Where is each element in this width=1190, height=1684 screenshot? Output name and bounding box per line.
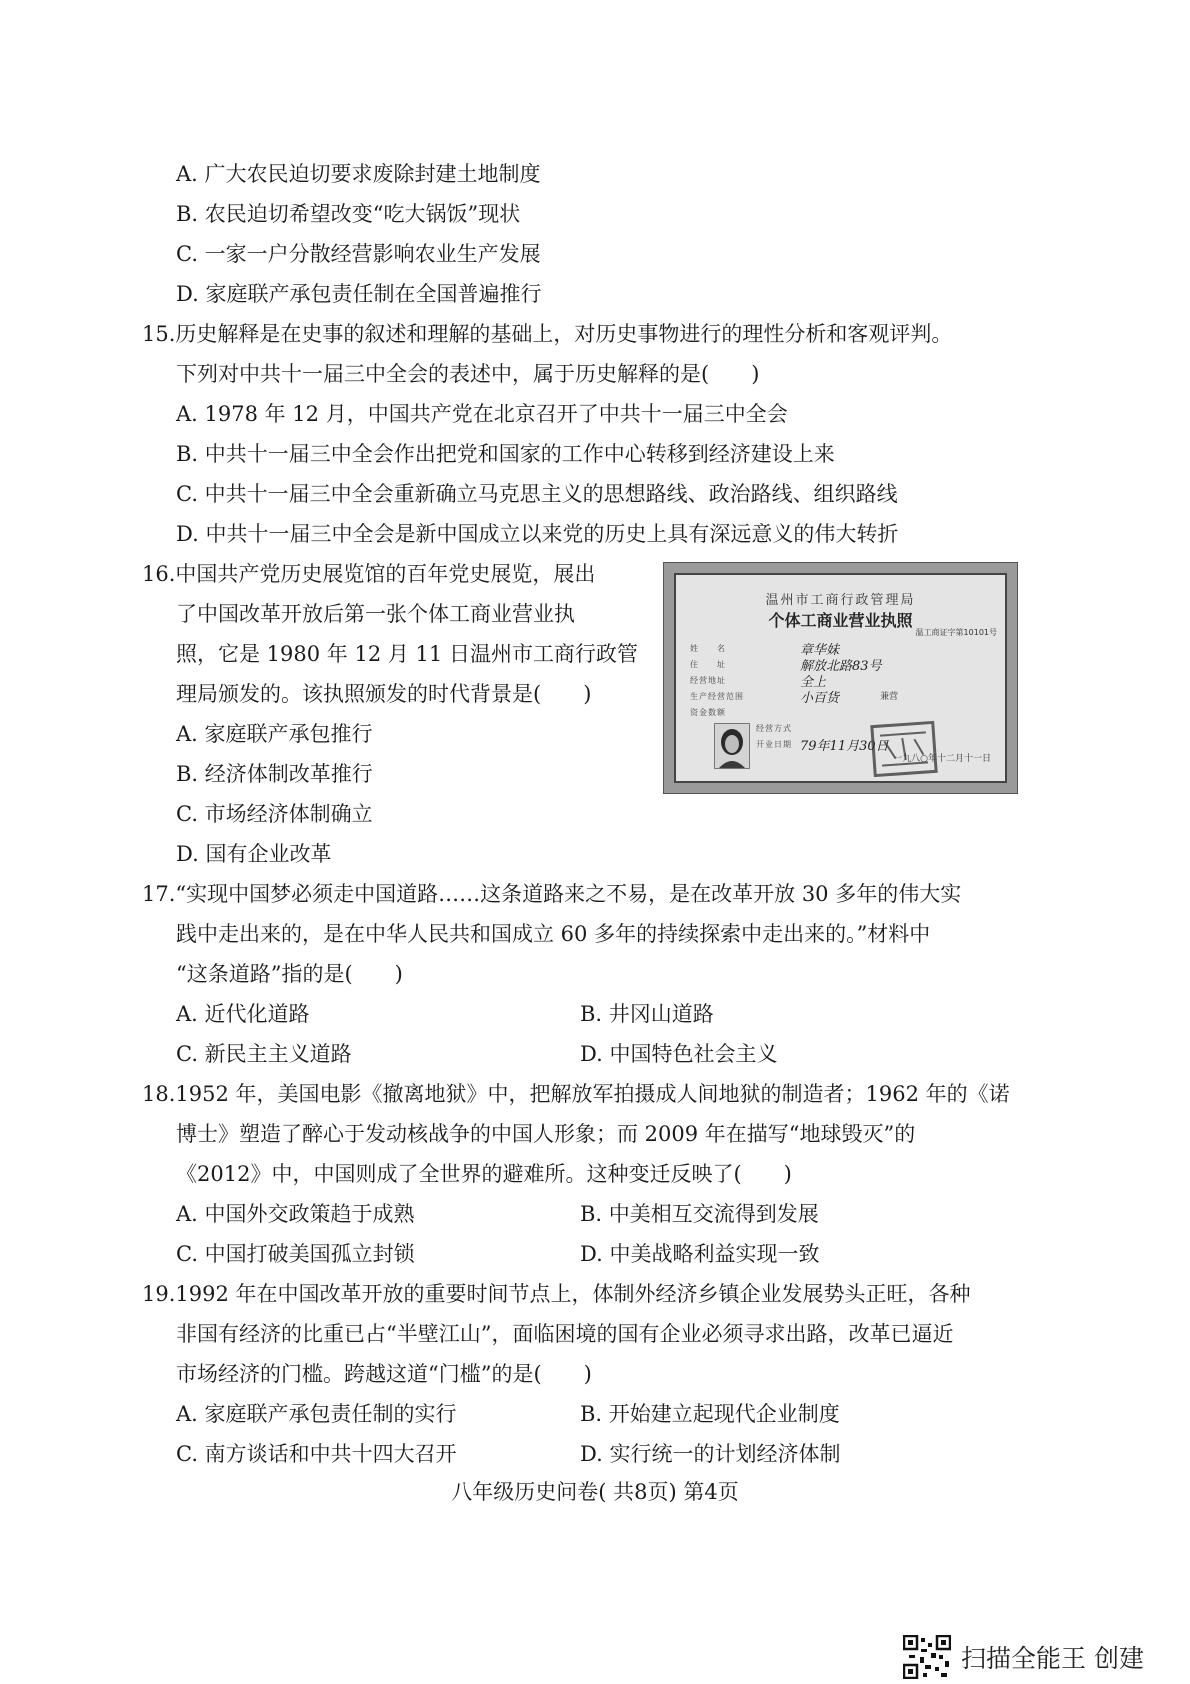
q19-stem-line3: 市场经济的门槛。跨越这道“门槛”的是( )	[176, 1362, 592, 1386]
q17-option-c: C. 新民主主义道路	[176, 1042, 352, 1066]
q19-stem-line2: 非国有经济的比重已占“半壁江山”，面临困境的国有企业必须寻求出路，改革已逼近	[176, 1322, 954, 1346]
q16-stem-line2: 了中国改革开放后第一张个体工商业营业执	[176, 602, 575, 626]
license-row-label: 经营方式	[756, 724, 792, 733]
license-row-label: 资金数额	[690, 708, 726, 717]
q15-stem-line2: 下列对中共十一届三中全会的表述中，属于历史解释的是( )	[176, 362, 760, 386]
q18-stem-line3: 《2012》中，中国则成了全世界的避难所。这种变迁反映了( )	[176, 1162, 792, 1186]
q17-option-b: B. 井冈山道路	[580, 1002, 714, 1026]
license-issue-date: 一九八○年十二月十一日	[893, 754, 991, 764]
license-row-value: 79年11月30日	[800, 739, 889, 754]
q14-option-a: A. 广大农民迫切要求废除封建土地制度	[176, 162, 541, 186]
q16-option-a: A. 家庭联产承包推行	[176, 722, 373, 746]
license-document	[674, 573, 1007, 783]
license-row	[690, 641, 990, 658]
license-row-label: 住 址	[690, 660, 726, 669]
q17-number: 17.	[142, 882, 176, 906]
q19-option-d: D. 实行统一的计划经济体制	[580, 1442, 841, 1466]
q14-option-c: C. 一家一户分散经营影响农业生产发展	[176, 242, 541, 266]
license-portrait-photo	[714, 723, 750, 769]
q19-option-a: A. 家庭联产承包责任制的实行	[176, 1402, 457, 1426]
license-row	[690, 689, 990, 706]
q18-option-c: C. 中国打破美国孤立封锁	[176, 1242, 415, 1266]
q17-stem-line1	[142, 880, 961, 908]
license-row	[690, 705, 990, 719]
q14-option-b: B. 农民迫切希望改变“吃大锅饭”现状	[176, 202, 521, 226]
license-row-value: 小百货	[800, 691, 840, 706]
scanner-watermark	[903, 1635, 1144, 1679]
license-row-value: 全上	[800, 675, 827, 690]
license-title: 个体工商业营业执照	[768, 611, 913, 630]
business-license-photo	[663, 562, 1018, 794]
q18-stem-line1	[142, 1080, 1010, 1108]
license-row-label: 经营地址	[690, 676, 726, 685]
license-row-label: 开业日期	[756, 740, 792, 749]
q19-option-b: B. 开始建立起现代企业制度	[580, 1402, 840, 1426]
q18-option-d: D. 中美战略利益实现一致	[580, 1242, 820, 1266]
q16-number: 16.	[142, 562, 176, 586]
q16-stem-line3: 照，它是 1980 年 12 月 11 日温州市工商行政管	[176, 642, 638, 666]
license-row-value: 章华妹	[800, 643, 840, 658]
qr-code-icon	[903, 1635, 951, 1679]
q15-stem-line1	[142, 320, 952, 348]
q16-stem-line1	[142, 560, 595, 588]
q16-option-c: C. 市场经济体制确立	[176, 802, 373, 826]
q18-stem-text1: 1952 年，美国电影《撤离地狱》中，把解放军拍摄成人间地狱的制造者；1962 年的《诺	[175, 1082, 1010, 1106]
q18-option-a: A. 中国外交政策趋于成熟	[176, 1202, 415, 1226]
q15-stem-text1: 历史解释是在史事的叙述和理解的基础上，对历史事物进行的理性分析和客观评判。	[175, 322, 953, 346]
q18-stem-line2: 博士》塑造了醉心于发动核战争的中国人形象；而 2009 年在描写“地球毁灭”的	[176, 1122, 916, 1146]
license-issuer: 温州市工商行政管理局	[765, 593, 916, 608]
q15-option-c: C. 中共十一届三中全会重新确立马克思主义的思想路线、政治路线、组织路线	[176, 482, 898, 506]
q17-stem-text1: “实现中国梦必须走中国道路……这条道路来之不易，是在改革开放 30 多年的伟大实	[175, 882, 962, 906]
official-seal-stamp	[870, 721, 937, 777]
q17-stem-line2: 践中走出来的，是在中华人民共和国成立 60 多年的持续探索中走出来的。”材料中	[176, 922, 931, 946]
q16-stem-text1: 中国共产党历史展览馆的百年党史展览，展出	[175, 562, 596, 586]
q17-option-d: D. 中国特色社会主义	[580, 1042, 778, 1066]
q18-option-b: B. 中美相互交流得到发展	[580, 1202, 819, 1226]
license-row	[690, 657, 990, 674]
q17-stem-line3: “这条道路”指的是( )	[176, 962, 403, 986]
license-row-label: 姓 名	[690, 644, 726, 653]
q16-option-d: D. 国有企业改革	[176, 842, 332, 866]
license-row	[690, 673, 990, 690]
q15-option-d: D. 中共十一届三中全会是新中国成立以来党的历史上具有深远意义的伟大转折	[176, 522, 899, 546]
q15-option-a: A. 1978 年 12 月，中国共产党在北京召开了中共十一届三中全会	[176, 402, 788, 426]
q16-stem-line4: 理局颁发的。该执照颁发的时代背景是( )	[176, 682, 592, 706]
license-row-label: 生产经营范围	[690, 692, 744, 701]
q15-number: 15.	[142, 322, 176, 346]
page-footer: 八年级历史问卷( 共8页) 第4页	[451, 1480, 739, 1504]
license-row-value: 解放北路83号	[800, 659, 882, 674]
scanner-watermark-text: 扫描全能王 创建	[961, 1644, 1144, 1673]
q19-number: 19.	[142, 1282, 176, 1306]
q18-number: 18.	[142, 1082, 176, 1106]
q14-option-d: D. 家庭联产承包责任制在全国普遍推行	[176, 282, 542, 306]
license-reg-number: 温工商证字第10101号	[915, 628, 997, 637]
q19-option-c: C. 南方谈话和中共十四大召开	[176, 1442, 457, 1466]
q19-stem-text1: 1992 年在中国改革开放的重要时间节点上，体制外经济乡镇企业发展势头正旺，各种	[175, 1282, 971, 1306]
q15-option-b: B. 中共十一届三中全会作出把党和国家的工作中心转移到经济建设上来	[176, 442, 835, 466]
q17-option-a: A. 近代化道路	[176, 1002, 310, 1026]
q19-stem-line1	[142, 1280, 971, 1308]
license-row-extra: 兼营	[880, 692, 899, 702]
q16-option-b: B. 经济体制改革推行	[176, 762, 373, 786]
